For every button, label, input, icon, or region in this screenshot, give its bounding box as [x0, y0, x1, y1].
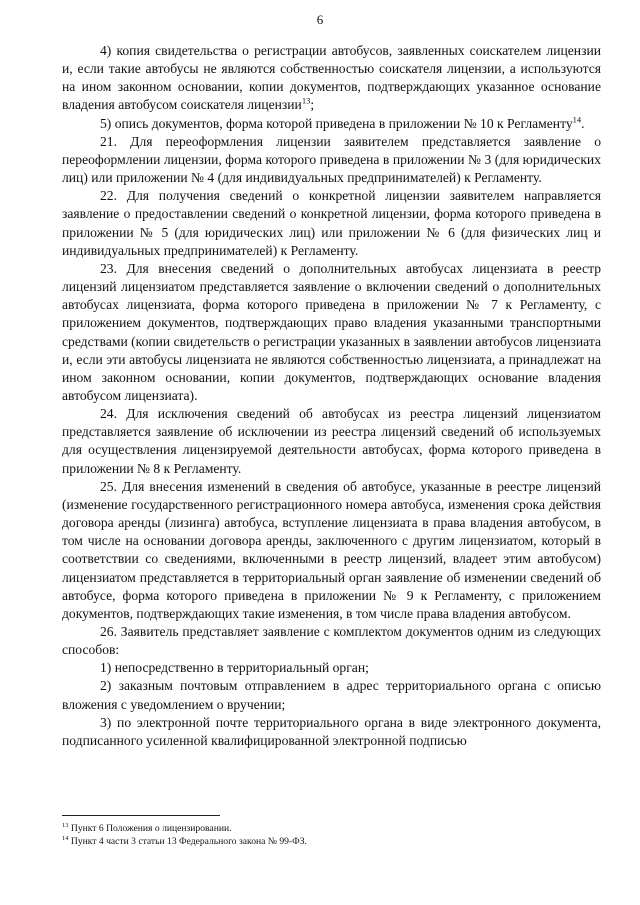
- footnote-divider: [62, 815, 220, 816]
- document-body: [62, 42, 601, 750]
- footnote-number: 14: [62, 834, 69, 842]
- paragraph-24: 24. Для исключения сведений об автобусах из реестра лицензий лицензиатом представляется заявление об исключении из реестра лицензий сведений об используемых для осуществления лицензируемой деятельности автобусах, форма которого приведена в приложении № 8 к Регламенту.: [62, 406, 601, 476]
- paragraph-item-4: [62, 42, 601, 115]
- paragraph-23: 23. Для внесения сведений о дополнительных автобусах лицензиата в реестр лицензий лицензиатом представляется заявление о включении сведений о дополнительных автобусах лицензиата, форма которого приведена в приложении № 7 к Регламенту, с приложением документов, подтверждающих право владения указанными транспортными средствами (копии свидетельств о регистрации указанных в заявлении автобусов лицензиата и, если эти автобусы лицензиата не являются собственностью лицензиата, а принадлежат на ином законном основании, копии документов, подтверждающих основание владения автобусом лицензиата).: [62, 260, 601, 403]
- footnote-ref: 13: [301, 95, 311, 106]
- list-item-2: 2) заказным почтовым отправлением в адрес территориального органа с описью вложения с уведомлением о вручении;: [62, 678, 601, 712]
- paragraph-item-5: [62, 115, 601, 133]
- paragraph-tail: .: [581, 115, 585, 131]
- paragraph-text: 4) копия свидетельства о регистрации автобусов, заявленных соискателем лицензии и, если такие автобусы не являются собственностью соискателя лицензии, а используются на ином законном основании, копии документов, подтверждающих указанное основание владения автобусом соискателя лицензии: [62, 43, 601, 113]
- paragraph-text: 5) опись документов, форма которой приведена в приложении № 10 к Регламенту: [100, 115, 573, 131]
- paragraph-26: 26. Заявитель представляет заявление с комплектом документов одним из следующих способов:: [62, 624, 601, 658]
- paragraph-22: 22. Для получения сведений о конкретной лицензии заявителем направляется заявление о предоставлении сведений о конкретной лицензии, форма которого приведена в приложении № 5 (для юридических лиц) или приложении № 6 (для физических лиц и индивидуальных предпринимателей) к Регламенту.: [62, 188, 601, 258]
- footnote-text: Пункт 4 части 3 статьи 13 Федерального закона № 99-ФЗ.: [70, 835, 307, 847]
- paragraph-tail: ;: [310, 97, 315, 113]
- footnote-number: 13: [62, 821, 69, 829]
- footnote-13: [62, 823, 601, 836]
- paragraph-21: 21. Для переоформления лицензии заявителем представляется заявление о переоформлении лицензии, форма которого приведена в приложении № 3 (для юридических лиц) или приложении № 4 (для индивидуальных предпринимателей) к Регламенту.: [62, 133, 601, 186]
- list-item-1: 1) непосредственно в территориальный орган;: [100, 660, 369, 676]
- footnotes: [62, 823, 601, 848]
- paragraph-25: 25. Для внесения изменений в сведения об автобусе, указанные в реестре лицензий (изменение государственного регистрационного номера автобуса, изменения срока действия договора аренды (лизинга) автобуса, вступление лицензиата в права владения автобусом, в том числе на основании договора аренды, заключенного с другим лицензиатом, который в соответствии со сведениями, включенными в реестр лицензий, владеет этим автобусом) лицензиатом представляется в территориальный орган заявление об изменении сведений об автобусе, форма которого приведена в приложении № 9 к Регламенту, с приложением документов, подтверждающих такие изменения, в том числе права владения автобусом.: [62, 478, 601, 621]
- footnote-ref: 14: [572, 114, 582, 125]
- footnote-14: [62, 836, 601, 849]
- page-number: 6: [316, 12, 324, 27]
- footnote-text: Пункт 6 Положения о лицензировании.: [70, 823, 232, 834]
- list-item-3: 3) по электронной почте территориального органа в виде электронного документа, подписанного усиленной квалифицированной электронной подписью: [62, 714, 601, 748]
